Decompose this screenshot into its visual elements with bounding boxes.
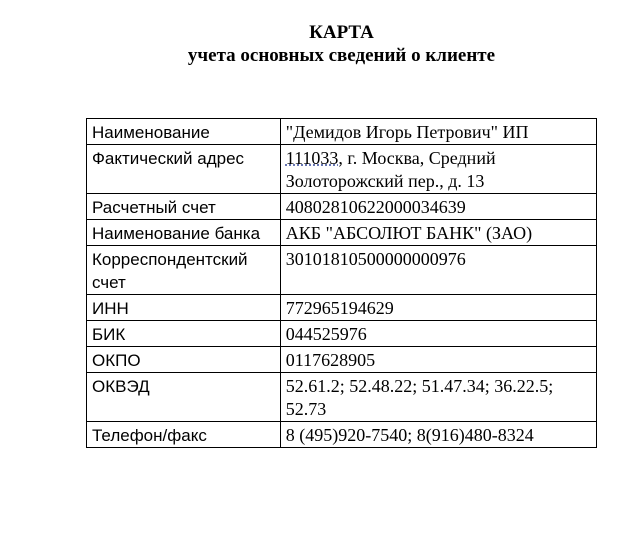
row-label: Фактический адрес <box>87 145 281 194</box>
postal-code: 111033 <box>285 148 339 168</box>
document-title: КАРТА <box>309 22 374 43</box>
table-row <box>87 347 597 373</box>
table-row <box>87 119 597 145</box>
table-row <box>87 220 597 246</box>
table-row <box>87 422 597 448</box>
row-value: 40802810622000034639 <box>280 194 596 220</box>
table-row <box>87 246 597 295</box>
row-value: АКБ "АБСОЛЮТ БАНК" (ЗАО) <box>280 220 596 246</box>
table-row <box>87 194 597 220</box>
row-label: ОКПО <box>87 347 281 373</box>
document-subtitle: учета основных сведений о клиенте <box>187 45 496 66</box>
address-text: , г. Москва, Средний Золоторожский пер., д. 13 <box>285 148 496 191</box>
row-label: Корреспондентский счет <box>87 246 281 295</box>
row-label: БИК <box>87 321 281 347</box>
row-value: 772965194629 <box>280 295 596 321</box>
row-label: Телефон/факс <box>87 422 281 448</box>
row-value: "Демидов Игорь Петрович" ИП <box>280 119 596 145</box>
row-value: 30101810500000000976 <box>280 246 596 295</box>
table-row <box>87 321 597 347</box>
row-value <box>280 145 596 194</box>
table-row <box>87 295 597 321</box>
row-value: 044525976 <box>280 321 596 347</box>
row-value: 52.61.2; 52.48.22; 51.47.34; 36.22.5; 52.73 <box>280 373 596 422</box>
table-row <box>87 145 597 194</box>
row-label: ОКВЭД <box>87 373 281 422</box>
row-label: Наименование банка <box>87 220 281 246</box>
row-label: Расчетный счет <box>87 194 281 220</box>
row-value: 8 (495)920-7540; 8(916)480-8324 <box>280 422 596 448</box>
client-info-table <box>86 118 597 448</box>
row-value: 0117628905 <box>280 347 596 373</box>
row-label: ИНН <box>87 295 281 321</box>
table-row <box>87 373 597 422</box>
row-label: Наименование <box>87 119 281 145</box>
